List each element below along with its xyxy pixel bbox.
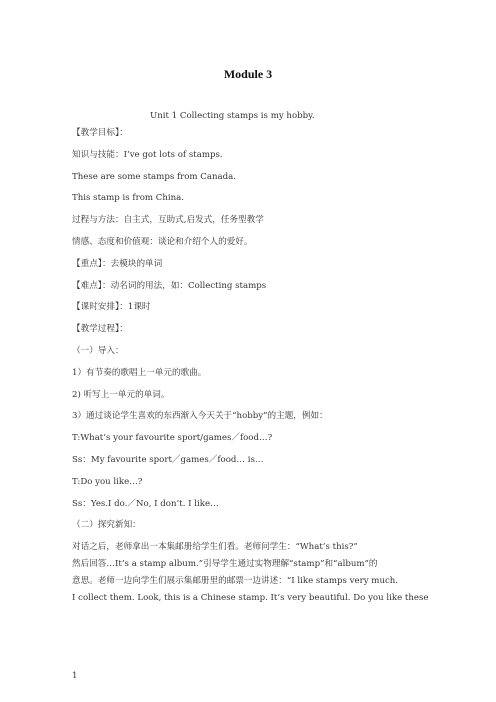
text-line: 情感、态度和价值观：谈论和介绍个人的爱好。	[72, 237, 253, 247]
text-line: T:Do you like…?	[72, 477, 143, 487]
text-line: 【教学目标】：	[72, 128, 128, 138]
page-number: 1	[72, 671, 78, 681]
text-line: Ss：Yes.I do.／No, I don’t. I like…	[72, 499, 219, 509]
text-line: 【重点】：去模块的单词	[72, 259, 163, 269]
text-line: Ss：My favourite sport／games／food… is…	[72, 455, 264, 465]
text-line: 过程与方法：自主式，互助式,启发式，任务型教学	[72, 215, 264, 225]
unit-heading: Unit 1 Collecting stamps is my hobby.	[150, 111, 315, 121]
text-line: 2) 听写上一单元的单词。	[72, 390, 170, 400]
text-line: （二）探究新知：	[72, 520, 141, 530]
paragraph-line: 然后回答…It’s a stamp album.”引导学生通过实物理解“stamp”和“album”的	[72, 559, 378, 569]
text-line: 【课时安排】：1课时	[72, 302, 151, 312]
text-line: These are some stamps from Canada.	[72, 172, 237, 182]
text-line: This stamp is from China.	[72, 193, 185, 203]
paragraph-line: I collect them. Look, this is a Chinese stamp. It’s very beautiful. Do you like these	[72, 593, 429, 603]
text-line: （一）导入：	[72, 346, 124, 356]
text-line: 3）通过谈论学生喜欢的东西渐入今天关于“hobby”的主题，例如：	[72, 411, 328, 421]
paragraph-line: 意思。老师一边向学生们展示集邮册里的邮票一边讲述：“I like stamps very much.	[72, 576, 399, 586]
text-line: 【难点】：动名词的用法，如：Collecting stamps	[72, 281, 267, 291]
paragraph-line: 对话之后，老师拿出一本集邮册给学生们看。老师问学生：“What’s this?”	[72, 542, 358, 552]
text-line: 知识与技能：I’ve got lots of stamps.	[72, 150, 223, 160]
document-title: Module 3	[223, 67, 273, 81]
text-line: 1）有节奏的歌唱上一单元的歌曲。	[72, 368, 207, 378]
text-line: T:What’s your favourite sport/games／food…?	[72, 433, 273, 443]
text-line: 【教学过程】：	[72, 324, 128, 334]
body-paragraph	[72, 539, 429, 607]
